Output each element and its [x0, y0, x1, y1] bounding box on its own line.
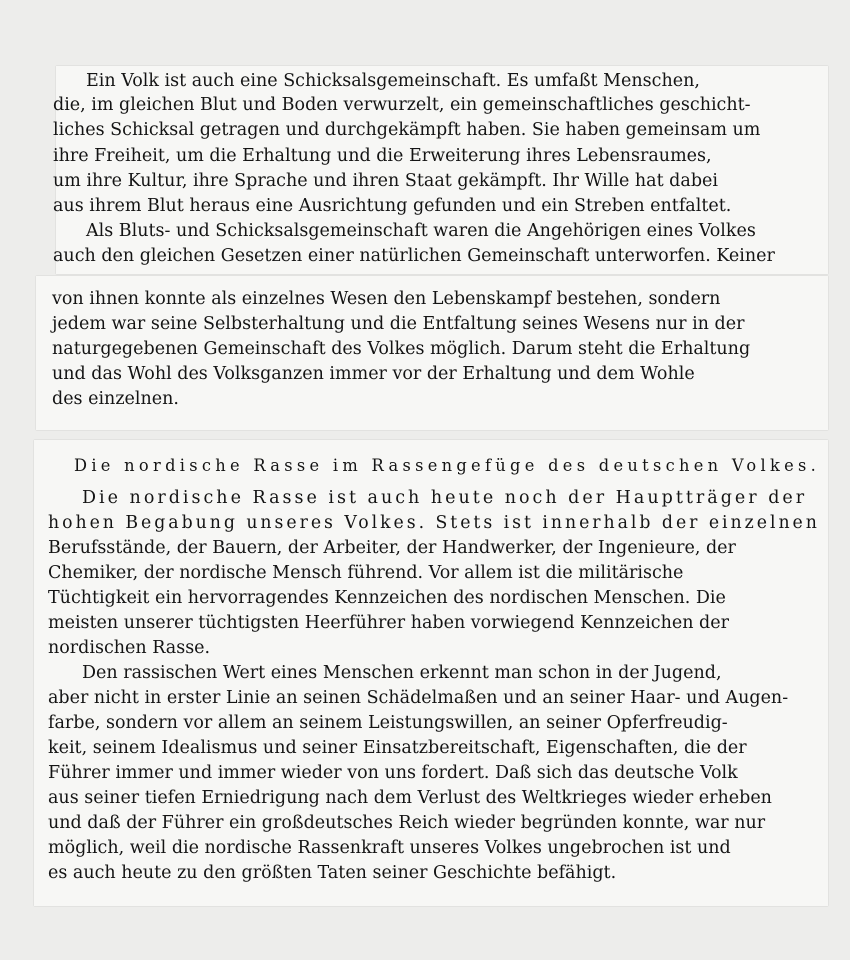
text-line: hohen Begabung unseres Volkes. Stets ist innerhalb der einzelnen — [48, 513, 820, 533]
text-line: nordischen Rasse. — [48, 638, 211, 658]
text-line: Tüchtigkeit ein hervorragendes Kennzeichen des nordischen Menschen. Die — [48, 588, 726, 608]
text-line: Als Bluts- und Schicksalsgemeinschaft waren die Angehörigen eines Volkes — [86, 221, 756, 241]
text-line: Den rassischen Wert eines Menschen erkennt man schon in der Jugend, — [82, 663, 722, 683]
text-line: und daß der Führer ein großdeutsches Reich wieder begründen konnte, war nur — [48, 813, 766, 833]
text-line: Berufsstände, der Bauern, der Arbeiter, der Handwerker, der Ingenieure, der — [48, 538, 736, 558]
text-line: keit, seinem Idealismus und seiner Einsatzbereitschaft, Eigenschaften, die der — [48, 738, 747, 758]
text-line: Führer immer und immer wieder von uns fordert. Daß sich das deutsche Volk — [48, 763, 738, 783]
text-clipping-3 — [34, 440, 828, 906]
text-line: auch den gleichen Gesetzen einer natürlichen Gemeinschaft unterworfen. Keiner — [53, 246, 775, 266]
text-line: aus seiner tiefen Erniedrigung nach dem Verlust des Weltkrieges wieder erheben — [48, 788, 772, 808]
text-line: Ein Volk ist auch eine Schicksalsgemeinschaft. Es umfaßt Menschen, — [86, 71, 700, 91]
text-line: aber nicht in erster Linie an seinen Schädelmaßen und an seiner Haar- und Augen- — [48, 688, 789, 708]
text-line: liches Schicksal getragen und durchgekämpft haben. Sie haben gemeinsam um — [53, 120, 761, 140]
text-line: meisten unserer tüchtigsten Heerführer haben vorwiegend Kennzeichen der — [48, 613, 729, 633]
text-line: die, im gleichen Blut und Boden verwurzelt, ein gemeinschaftliches geschicht- — [53, 95, 751, 115]
text-line: und das Wohl des Volksganzen immer vor der Erhaltung und dem Wohle — [52, 364, 695, 384]
text-line: farbe, sondern vor allem an seinem Leistungswillen, an seiner Opferfreudig- — [48, 713, 728, 733]
text-clipping-1 — [53, 66, 828, 274]
text-line: um ihre Kultur, ihre Sprache und ihren Staat gekämpft. Ihr Wille hat dabei — [53, 171, 718, 191]
text-line: Chemiker, der nordische Mensch führend. Vor allem ist die militärische — [48, 563, 684, 583]
text-clipping-2 — [36, 276, 828, 430]
text-line: des einzelnen. — [52, 389, 179, 409]
text-line: jedem war seine Selbsterhaltung und die Entfaltung seines Wesens nur in der — [52, 314, 745, 334]
text-line: Die nordische Rasse ist auch heute noch der Hauptträger der — [82, 488, 808, 508]
text-line: aus ihrem Blut heraus eine Ausrichtung gefunden und ein Streben entfaltet. — [53, 196, 732, 216]
text-line: ihre Freiheit, um die Erhaltung und die Erweiterung ihres Lebensraumes, — [53, 146, 712, 166]
text-line: es auch heute zu den größten Taten seiner Geschichte befähigt. — [48, 863, 617, 883]
text-line: naturgegebenen Gemeinschaft des Volkes möglich. Darum steht die Erhaltung — [52, 339, 751, 359]
text-line: von ihnen konnte als einzelnes Wesen den Lebenskampf bestehen, sondern — [52, 289, 721, 309]
section-heading: Die nordische Rasse im Rassengefüge des deutschen Volkes. — [74, 456, 821, 476]
text-line: möglich, weil die nordische Rassenkraft unseres Volkes ungebrochen ist und — [48, 838, 731, 858]
